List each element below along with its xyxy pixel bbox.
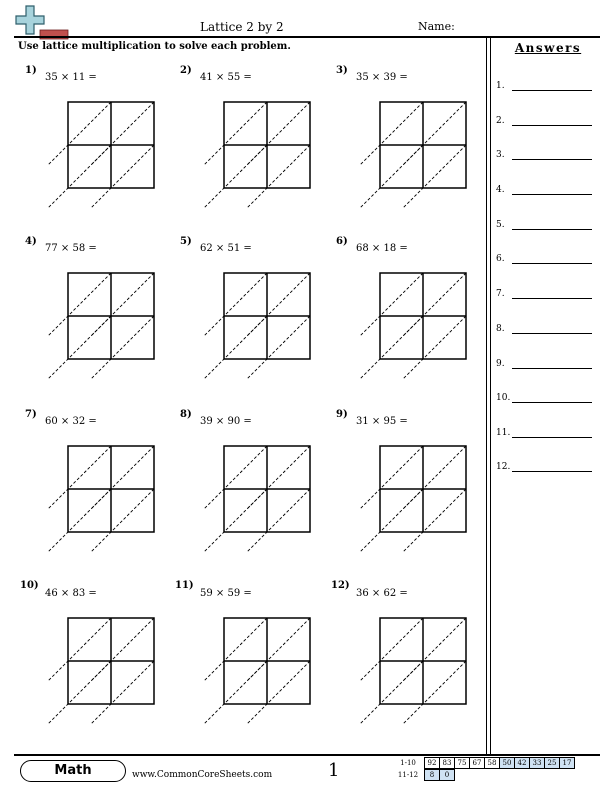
lattice-diagonal <box>48 145 111 208</box>
lattice-diagonal <box>48 273 111 336</box>
lattice-diagonal <box>48 316 111 379</box>
problem-number: 3) <box>336 65 348 76</box>
lattice-diagonal <box>247 618 310 681</box>
answer-number: 11. <box>496 428 511 438</box>
answer-number: 7. <box>496 289 505 299</box>
page-number: 1 <box>328 760 340 781</box>
answer-number: 10. <box>496 393 511 403</box>
lattice-diagonal <box>91 489 154 552</box>
lattice-diagonal <box>360 145 423 208</box>
lattice-diagonal <box>48 618 111 681</box>
problem-number: 9) <box>336 409 348 420</box>
answer-blank[interactable] <box>512 229 592 230</box>
score-cell: 33 <box>530 758 545 769</box>
answer-column-divider <box>486 36 487 754</box>
lattice-diagonal <box>403 446 466 509</box>
lattice-diagonal <box>247 489 310 552</box>
problem-expression: 39 × 90 = <box>200 416 252 427</box>
score-cell: 17 <box>560 758 575 769</box>
lattice-diagonal <box>48 489 111 552</box>
lattice-diagonal <box>360 661 423 724</box>
lattice-diagonal <box>204 661 267 724</box>
lattice-diagonal <box>91 316 154 379</box>
problem-expression: 35 × 39 = <box>356 72 408 83</box>
problem-number: 2) <box>180 65 192 76</box>
answer-column-divider-inner <box>490 36 491 754</box>
answer-number: 2. <box>496 116 505 126</box>
score-cell: 58 <box>485 758 500 769</box>
lattice-diagonal <box>403 316 466 379</box>
lattice-diagonal <box>360 102 423 165</box>
lattice-diagonal <box>204 446 267 509</box>
problem-expression: 46 × 83 = <box>45 588 97 599</box>
answer-blank[interactable] <box>512 298 592 299</box>
lattice-diagonal <box>204 273 267 336</box>
problem-number: 8) <box>180 409 192 420</box>
answer-number: 3. <box>496 150 505 160</box>
lattice-diagonal <box>204 102 267 165</box>
lattice-diagonal <box>360 316 423 379</box>
lattice-diagonal <box>247 102 310 165</box>
lattice-diagonal <box>247 273 310 336</box>
answer-blank[interactable] <box>512 263 592 264</box>
problem-expression: 41 × 55 = <box>200 72 252 83</box>
answer-number: 12. <box>496 462 511 472</box>
lattice-diagonal <box>91 618 154 681</box>
lattice-diagonal <box>247 446 310 509</box>
lattice-diagonal <box>204 618 267 681</box>
problem-number: 4) <box>25 236 37 247</box>
key-row-label: 1-10 <box>400 759 416 767</box>
lattice-diagonal <box>91 102 154 165</box>
lattice-diagonal <box>48 446 111 509</box>
lattice-diagonal <box>91 661 154 724</box>
lattice-diagonal <box>247 661 310 724</box>
problem-expression: 31 × 95 = <box>356 416 408 427</box>
lattice-diagonal <box>204 145 267 208</box>
lattice-diagonal <box>91 273 154 336</box>
score-cell: 92 <box>425 758 440 769</box>
problem-number: 6) <box>336 236 348 247</box>
problem-number: 5) <box>180 236 192 247</box>
lattice-diagonal <box>360 446 423 509</box>
problem-number: 11) <box>175 580 194 591</box>
answer-blank[interactable] <box>512 90 592 91</box>
score-cell: 8 <box>425 770 440 781</box>
problem-number: 10) <box>20 580 39 591</box>
problem-expression: 77 × 58 = <box>45 243 97 254</box>
answer-number: 9. <box>496 359 505 369</box>
lattice-diagonal <box>403 273 466 336</box>
score-cell: 75 <box>455 758 470 769</box>
answer-blank[interactable] <box>512 402 592 403</box>
lattice-diagonal <box>48 102 111 165</box>
answer-blank[interactable] <box>512 437 592 438</box>
score-key-row2 <box>424 769 455 781</box>
problem-number: 7) <box>25 409 37 420</box>
answer-number: 1. <box>496 81 505 91</box>
problem-expression: 68 × 18 = <box>356 243 408 254</box>
lattice-diagonal <box>204 316 267 379</box>
lattice-diagonal <box>403 102 466 165</box>
problem-expression: 35 × 11 = <box>45 72 97 83</box>
problem-number: 1) <box>25 65 37 76</box>
score-cell: 42 <box>515 758 530 769</box>
lattice-diagonal <box>91 446 154 509</box>
key-row-label: 11-12 <box>397 771 419 779</box>
lattice-diagonal <box>204 489 267 552</box>
answer-blank[interactable] <box>512 471 592 472</box>
lattice-diagonal <box>360 273 423 336</box>
lattice-diagonal <box>48 661 111 724</box>
math-badge: Math <box>20 760 126 782</box>
answer-number: 6. <box>496 254 505 264</box>
problem-expression: 62 × 51 = <box>200 243 252 254</box>
score-cell: 0 <box>440 770 455 781</box>
lattice-diagonal <box>247 145 310 208</box>
lattice-diagonal <box>247 316 310 379</box>
answer-blank[interactable] <box>512 159 592 160</box>
answer-blank[interactable] <box>512 194 592 195</box>
lattice-diagonal <box>403 145 466 208</box>
answer-number: 5. <box>496 220 505 230</box>
name-label: Name: <box>418 20 455 33</box>
lattice-diagonal <box>403 618 466 681</box>
problem-expression: 59 × 59 = <box>200 588 252 599</box>
answer-blank[interactable] <box>512 125 592 126</box>
answers-title: Answers <box>514 41 582 55</box>
worksheet-title: Lattice 2 by 2 <box>200 20 284 34</box>
score-cell: 25 <box>545 758 560 769</box>
answer-number: 4. <box>496 185 505 195</box>
problem-expression: 60 × 32 = <box>45 416 97 427</box>
score-key-row1 <box>424 757 575 769</box>
footer-divider <box>14 754 600 756</box>
score-cell: 50 <box>500 758 515 769</box>
score-cell: 83 <box>440 758 455 769</box>
answer-number: 8. <box>496 324 505 334</box>
lattice-diagonal <box>403 489 466 552</box>
problem-expression: 36 × 62 = <box>356 588 408 599</box>
lattice-diagonal <box>91 145 154 208</box>
lattice-diagonal <box>403 661 466 724</box>
answer-blank[interactable] <box>512 368 592 369</box>
answer-blank[interactable] <box>512 333 592 334</box>
lattice-diagonal <box>360 618 423 681</box>
problem-number: 12) <box>331 580 350 591</box>
lattice-diagonal <box>360 489 423 552</box>
instructions: Use lattice multiplication to solve each problem. <box>18 41 291 52</box>
score-cell: 67 <box>470 758 485 769</box>
website-url: www.CommonCoreSheets.com <box>132 770 273 780</box>
